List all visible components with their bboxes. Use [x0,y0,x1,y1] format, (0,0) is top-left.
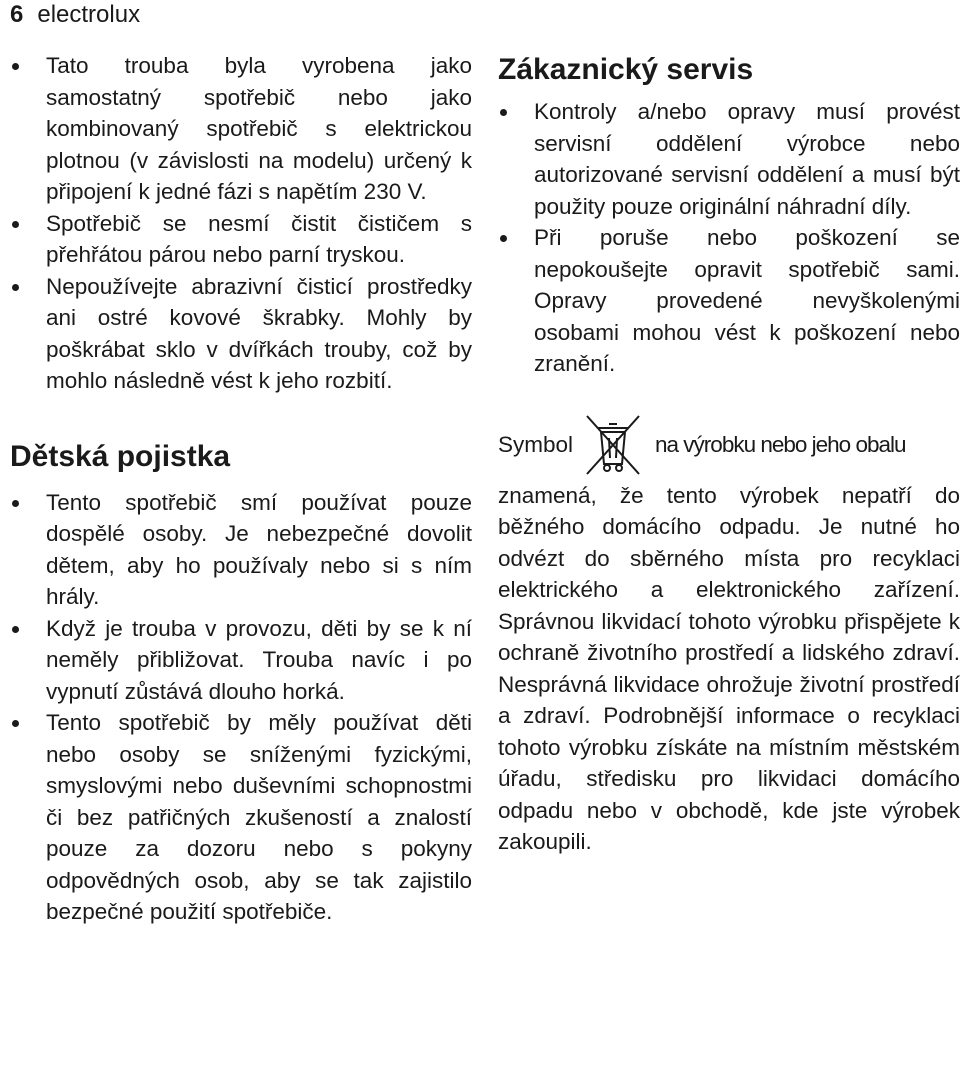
child-lock-list [10,487,472,928]
page-header [10,0,140,30]
left-column [10,50,472,928]
list-item: Kontroly a/nebo opravy musí provést servisní oddělení výrobce nebo autorizované servisní oddělení a musí být použity pouze originální náhradní díly. [498,96,960,222]
section-title-service: Zákaznický servis [498,53,754,86]
brand-name: electrolux [37,1,141,28]
list-item: Tento spotřebič by měly používat děti nebo osoby se sníženými fyzickými, smyslovými nebo duševními schopnostmi či bez patřičných zkušeností a znalostí pouze za dozoru nebo s pokyny odpovědných osob, aby se tak zajistilo bezpečné použití spotřebiče. [10,707,472,928]
symbol-location-text: na výrobku nebo jeho obalu [655,431,906,457]
list-item: Tento spotřebič smí používat pouze dospělé osoby. Je nebezpečné dovolit dětem, aby ho používaly nebo si s ním hrály. [10,487,472,613]
page-number: 6 [10,1,24,28]
safety-list [10,50,472,397]
list-item: Tato trouba byla vyrobena jako samostatný spotřebič nebo jako kombinovaný spotřebič s elektrickou plotnou (v závislosti na modelu) určený k připojení k jedné fázi s napětím 230 V. [10,50,472,208]
symbol-label: Symbol [498,431,574,457]
service-list [498,96,960,380]
right-column [498,50,960,858]
crossed-out-wheelie-bin-icon [579,412,647,478]
list-item: Nepoužívejte abrazivní čisticí prostředky ani ostré kovové škrabky. Mohly by poškrábat sklo v dvířkách trouby, což by mohlo následně vést k jeho rozbití. [10,271,472,397]
recycling-paragraph: znamená, že tento výrobek nepatří do běžného domácího odpadu. Je nutné ho odvézt do sběrného místa pro recyklaci elektrického a elektronického zařízení. Správnou likvidací tohoto výrobku přispějete k ochraně životního prostředí a lidského zdraví. Nesprávná likvidace ohrožuje životní prostředí a zdraví. Podrobnější informace o recyklaci tohoto výrobku získáte na místním městském úřadu, středisku pro likvidaci domácího odpadu nebo v obchodě, kde jste výrobek zakoupili. [498,482,960,854]
list-item: Když je trouba v provozu, děti by se k ní neměly přibližovat. Trouba navíc i po vypnutí zůstává dlouho horká. [10,613,472,708]
list-item: Při poruše nebo poškození se nepokoušejte opravit spotřebič sami. Opravy provedené nevyškolenými osobami mohou vést k poškození nebo zranění. [498,222,960,380]
recycling-symbol-row [498,410,960,480]
section-title-child-lock: Dětská pojistka [10,439,231,473]
list-item: Spotřebič se nesmí čistit čističem s přehřátou párou nebo parní tryskou. [10,208,472,271]
